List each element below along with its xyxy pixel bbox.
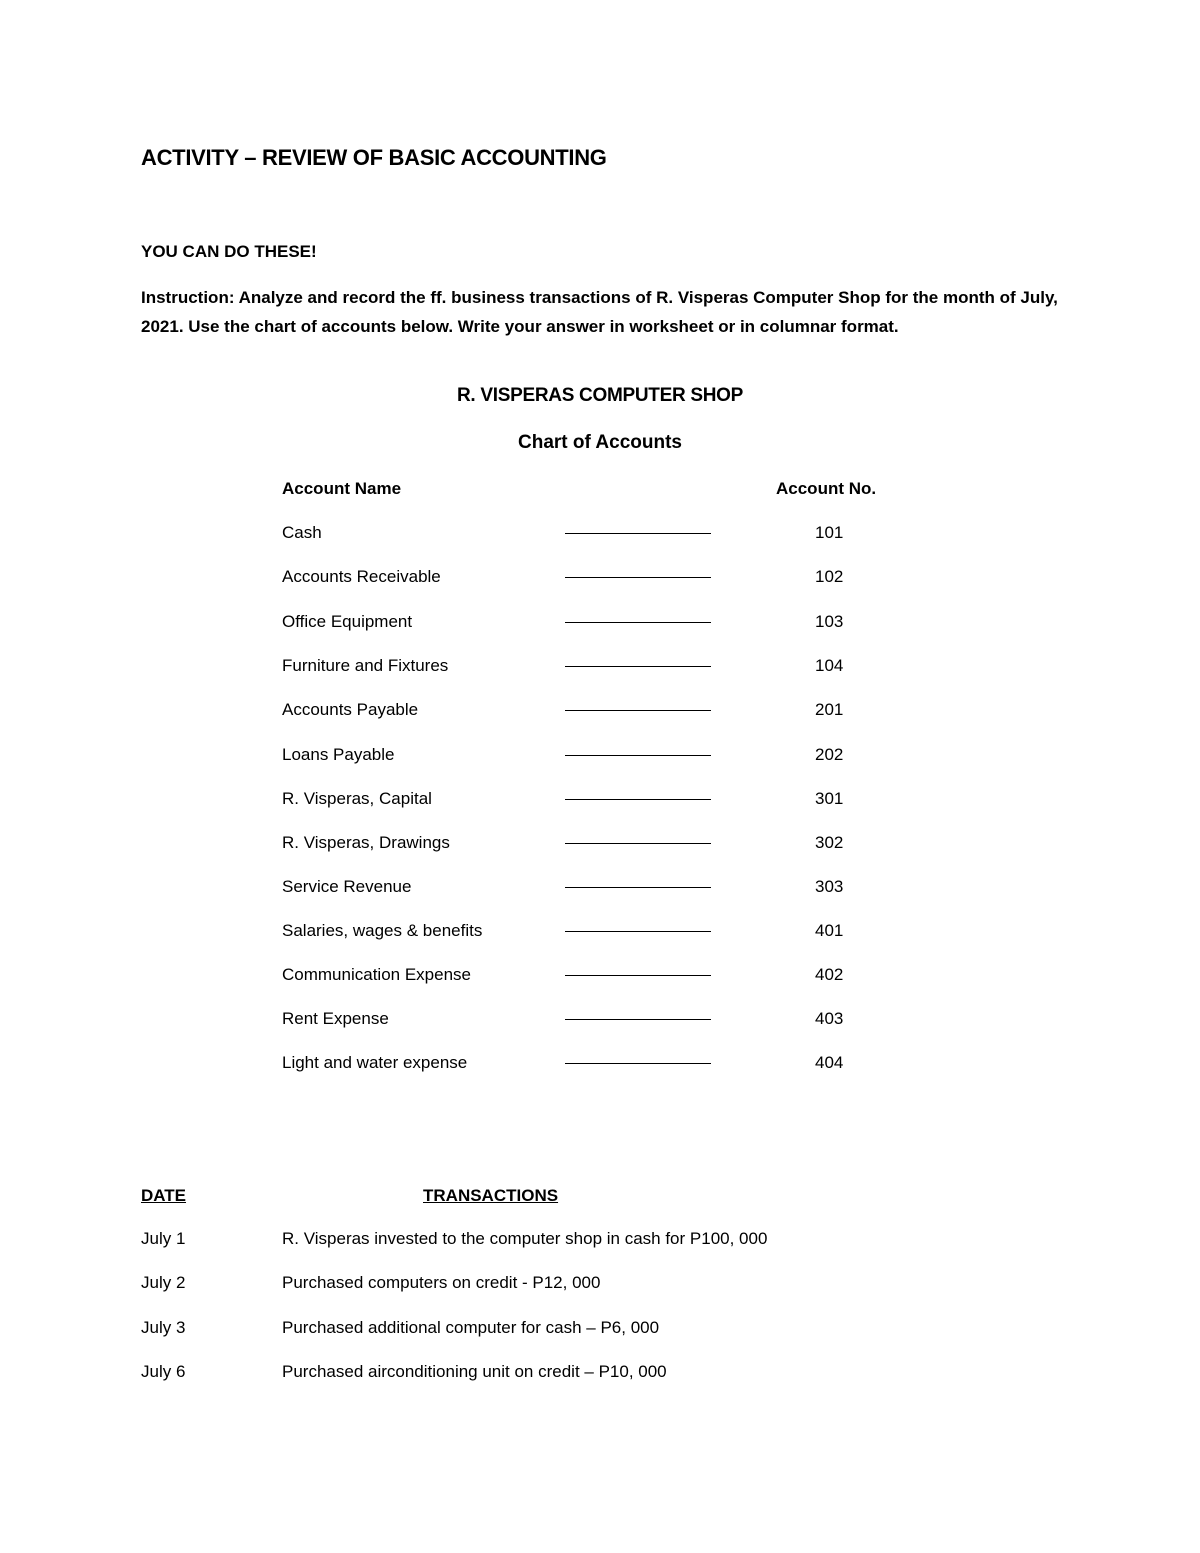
account-name: Rent Expense xyxy=(282,1009,389,1028)
account-row xyxy=(0,921,1200,951)
account-name: Loans Payable xyxy=(282,745,395,764)
account-number: 403 xyxy=(815,1009,844,1028)
account-number: 101 xyxy=(815,523,844,542)
transaction-row xyxy=(0,1273,1200,1303)
leader-line xyxy=(565,1019,711,1020)
chart-of-accounts-heading: Chart of Accounts xyxy=(518,432,682,453)
account-name: Furniture and Fixtures xyxy=(282,656,449,675)
transaction-date: July 2 xyxy=(141,1273,186,1292)
account-number: 104 xyxy=(815,656,844,675)
transaction-text: R. Visperas invested to the computer shop in cash for P100, 000 xyxy=(282,1229,768,1248)
account-name: Communication Expense xyxy=(282,965,471,984)
leader-line xyxy=(565,799,711,800)
instruction-paragraph: Instruction: Analyze and record the ff. business transactions of R. Visperas Computer Shop for the month of July, 2021. Use the chart of accounts below. Write your answer in worksheet or in columnar format. xyxy=(141,288,1058,336)
date-column-header: DATE xyxy=(141,1186,187,1205)
leader-line xyxy=(565,622,711,623)
account-number-header: Account No. xyxy=(776,479,877,498)
transaction-row xyxy=(0,1318,1200,1348)
account-row xyxy=(0,789,1200,819)
leader-line xyxy=(565,931,711,932)
account-row xyxy=(0,612,1200,642)
account-name: Salaries, wages & benefits xyxy=(282,921,483,940)
account-row xyxy=(0,877,1200,907)
transaction-text: Purchased airconditioning unit on credit – P10, 000 xyxy=(282,1362,667,1381)
account-row xyxy=(0,567,1200,597)
account-row xyxy=(0,965,1200,995)
account-name-header: Account Name xyxy=(282,479,402,498)
transaction-date: July 3 xyxy=(141,1318,186,1337)
account-name: Office Equipment xyxy=(282,612,413,631)
leader-line xyxy=(565,1063,711,1064)
account-number: 202 xyxy=(815,745,844,764)
account-name: Accounts Payable xyxy=(282,700,419,719)
leader-line xyxy=(565,666,711,667)
leader-line xyxy=(565,577,711,578)
transaction-row xyxy=(0,1229,1200,1259)
account-name: Light and water expense xyxy=(282,1053,468,1072)
account-row xyxy=(0,1053,1200,1083)
account-number: 401 xyxy=(815,921,844,940)
account-row xyxy=(0,523,1200,553)
leader-line xyxy=(565,710,711,711)
leader-line xyxy=(565,975,711,976)
account-row xyxy=(0,656,1200,686)
transaction-row xyxy=(0,1362,1200,1392)
page-title: ACTIVITY – REVIEW OF BASIC ACCOUNTING xyxy=(141,145,607,170)
leader-line xyxy=(565,887,711,888)
leader-line xyxy=(565,533,711,534)
account-name: R. Visperas, Drawings xyxy=(282,833,450,852)
account-number: 102 xyxy=(815,567,844,586)
account-name: Accounts Receivable xyxy=(282,567,441,586)
transactions-column-header: TRANSACTIONS xyxy=(423,1186,559,1205)
account-name: R. Visperas, Capital xyxy=(282,789,432,808)
account-number: 201 xyxy=(815,700,844,719)
account-row xyxy=(0,700,1200,730)
transaction-text: Purchased computers on credit - P12, 000 xyxy=(282,1273,601,1292)
account-row xyxy=(0,745,1200,775)
account-number: 402 xyxy=(815,965,844,984)
transaction-date: July 6 xyxy=(141,1362,186,1381)
page-subtitle: YOU CAN DO THESE! xyxy=(141,242,317,261)
leader-line xyxy=(565,843,711,844)
account-number: 404 xyxy=(815,1053,844,1072)
account-number: 303 xyxy=(815,877,844,896)
account-number: 301 xyxy=(815,789,844,808)
account-name: Service Revenue xyxy=(282,877,412,896)
company-name: R. VISPERAS COMPUTER SHOP xyxy=(457,385,743,406)
account-name: Cash xyxy=(282,523,322,542)
account-number: 302 xyxy=(815,833,844,852)
transaction-text: Purchased additional computer for cash – P6, 000 xyxy=(282,1318,660,1337)
leader-line xyxy=(565,755,711,756)
account-row xyxy=(0,833,1200,863)
account-row xyxy=(0,1009,1200,1039)
account-number: 103 xyxy=(815,612,844,631)
transaction-date: July 1 xyxy=(141,1229,186,1248)
